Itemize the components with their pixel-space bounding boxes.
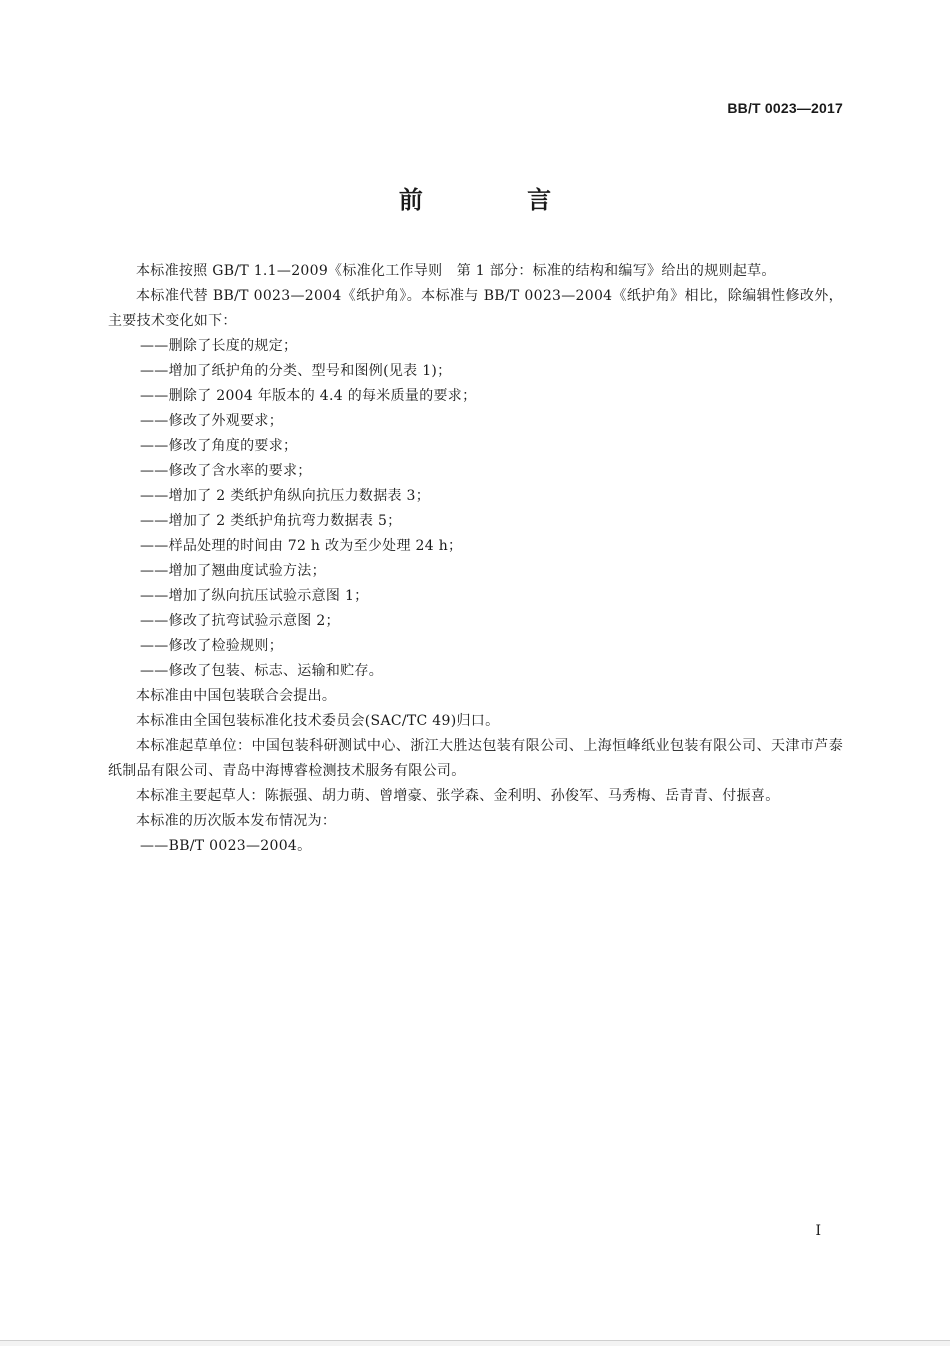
list-item: ——删除了长度的规定； (140, 338, 298, 354)
list-item: ——增加了翘曲度试验方法； (140, 563, 326, 579)
list-item: ——增加了纸护角的分类、型号和图例(见表 1)； (140, 363, 452, 379)
paragraph-history-intro: 本标准的历次版本发布情况为： (136, 813, 337, 829)
page-number: I (815, 1223, 821, 1239)
paragraph-drafting-units: 本标准起草单位：中国包装科研测试中心、浙江大胜达包装有限公司、上海恒峰纸业包装有限公司、天津市芦泰纸制品有限公司、青岛中海博睿检测技术服务有限公司。 (108, 738, 843, 779)
list-item: ——修改了包装、标志、运输和贮存。 (140, 663, 384, 679)
paragraph-drafting-rules: 本标准按照 GB/T 1.1—2009《标准化工作导则 第 1 部分：标准的结构和编写》给出的规则起草。 (136, 263, 776, 279)
list-item: ——修改了外观要求； (140, 413, 283, 429)
page-bottom-edge (0, 1340, 950, 1346)
list-item: ——删除了 2004 年版本的 4.4 的每米质量的要求； (140, 388, 477, 404)
foreword-body (108, 259, 843, 859)
list-item: ——修改了检验规则； (140, 638, 283, 654)
list-item: ——修改了含水率的要求； (140, 463, 312, 479)
list-item: ——增加了 2 类纸护角纵向抗压力数据表 3； (140, 488, 431, 504)
page-title: 前 言 (398, 186, 600, 214)
paragraph-replacement: 本标准代替 BB/T 0023—2004《纸护角》。本标准与 BB/T 0023—2004《纸护角》相比，除编辑性修改外，主要技术变化如下： (108, 288, 843, 329)
list-item: ——修改了角度的要求； (140, 438, 298, 454)
changes-list (108, 334, 843, 684)
paragraph-committee: 本标准由全国包装标准化技术委员会(SAC/TC 49)归口。 (136, 713, 500, 729)
paragraph-drafters: 本标准主要起草人：陈振强、胡力萌、曾增豪、张学森、金利明、孙俊军、马秀梅、岳青青、付振喜。 (136, 788, 780, 804)
list-item: ——增加了纵向抗压试验示意图 1； (140, 588, 369, 604)
list-item: ——样品处理的时间由 72 h 改为至少处理 24 h； (140, 538, 463, 554)
paragraph-proposer: 本标准由中国包装联合会提出。 (136, 688, 337, 704)
history-item: ——BB/T 0023—2004。 (140, 838, 312, 854)
list-item: ——修改了抗弯试验示意图 2； (140, 613, 340, 629)
standard-code: BB/T 0023—2017 (727, 100, 843, 116)
list-item: ——增加了 2 类纸护角抗弯力数据表 5； (140, 513, 402, 529)
